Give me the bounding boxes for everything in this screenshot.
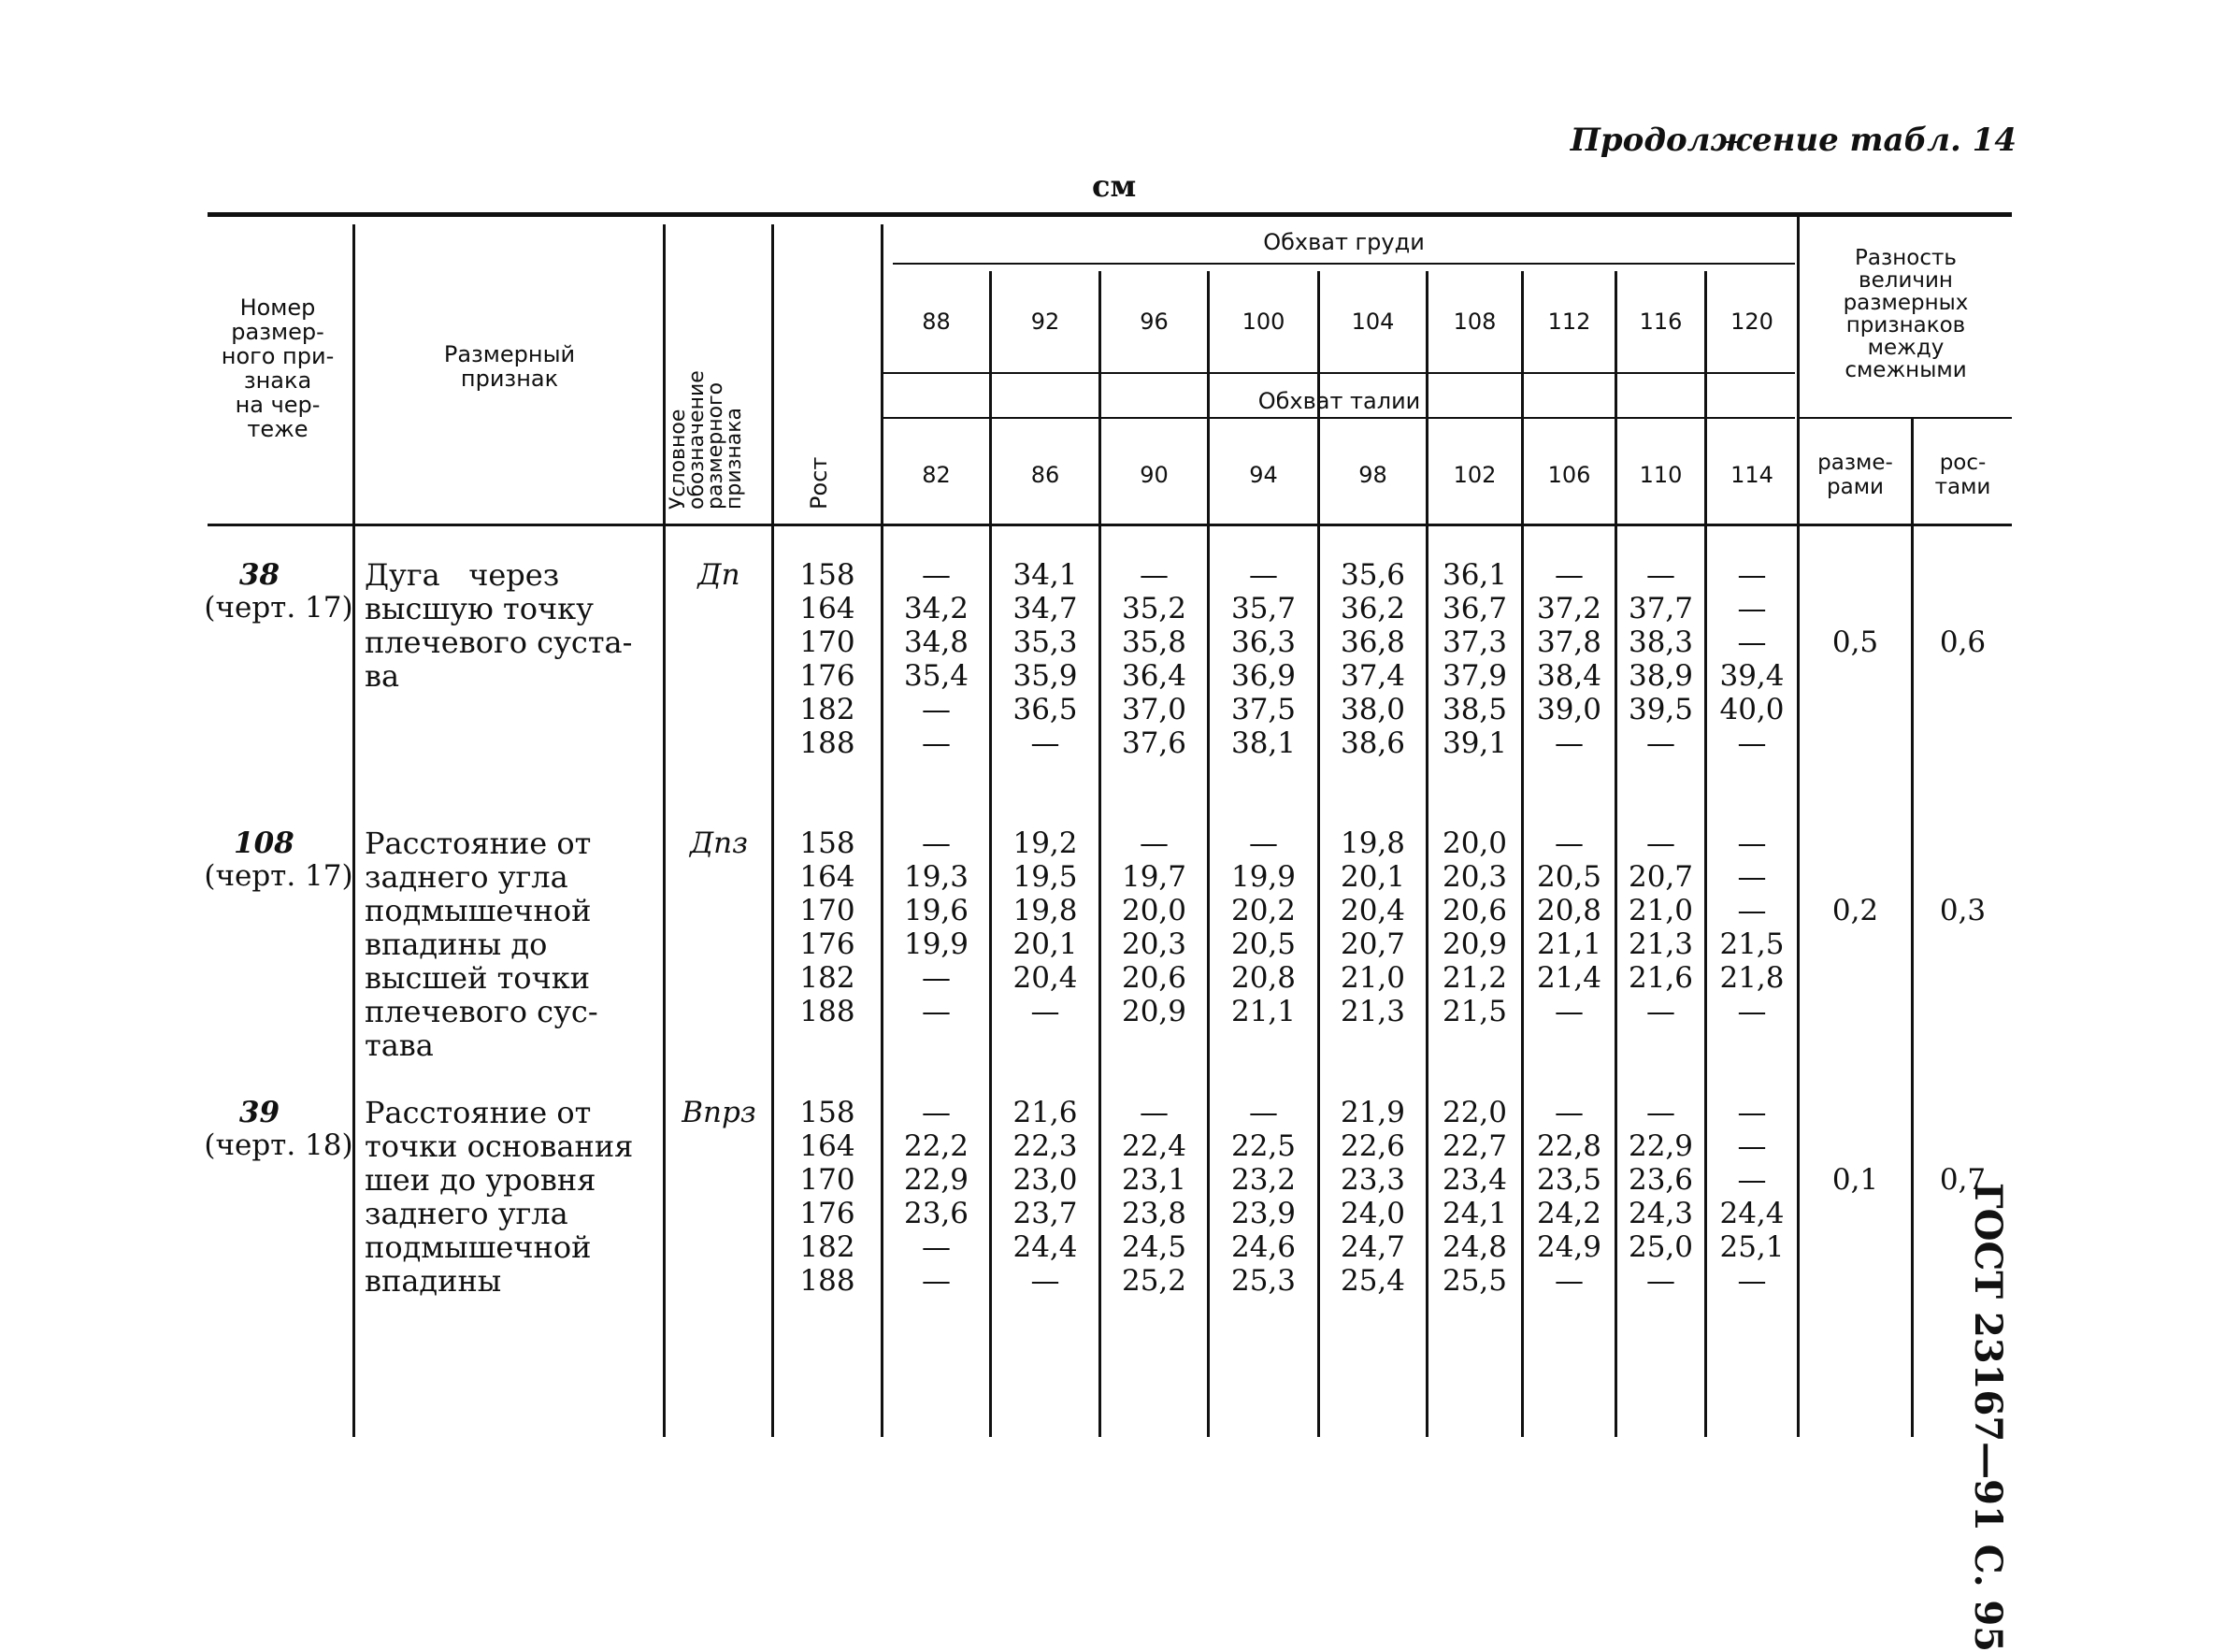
chest-value: 116	[1639, 309, 1683, 335]
diff-sizes-value: 0,5	[1831, 625, 1879, 659]
vrule	[1797, 217, 1800, 1437]
table-cell-value: 20,3	[1442, 860, 1508, 894]
table-cell-value: 38,0	[1340, 693, 1406, 726]
table-cell-value: 36,5	[1012, 693, 1078, 726]
table-cell-value: 19,9	[1230, 860, 1297, 894]
table-cell-value: 21,3	[1340, 995, 1406, 1028]
height-value: 182	[799, 693, 855, 726]
table-cell-value: 35,9	[1012, 659, 1078, 693]
table-cell-value: 21,3	[1628, 927, 1694, 961]
row-feature-line: плечевого сус-	[365, 994, 598, 1029]
table-cell-value: 21,4	[1536, 961, 1602, 995]
value-column	[1617, 558, 1704, 760]
table-cell-value: 39,5	[1628, 693, 1694, 726]
row-feature-line: подмышечной	[365, 1229, 592, 1265]
table-cell-value: 20,4	[1340, 894, 1406, 927]
table-cell-value: 35,3	[1012, 625, 1078, 659]
table-cell-value: 36,2	[1340, 592, 1406, 625]
header-feature: Размерный признак	[443, 341, 576, 392]
table-cell-value: 36,8	[1340, 625, 1406, 659]
table-cell-value: 38,3	[1628, 625, 1694, 659]
table-cell-value: —	[1646, 995, 1675, 1028]
value-column	[1320, 558, 1426, 760]
value-column	[1101, 1096, 1207, 1298]
table-cell-value: —	[922, 558, 951, 592]
table-cell-value: —	[922, 826, 951, 860]
row-feature-line: Расстояние от	[365, 1095, 592, 1130]
height-value: 170	[799, 625, 855, 659]
table-cell-value: —	[922, 995, 951, 1028]
row-heights	[774, 826, 881, 1028]
value-column	[1707, 558, 1797, 760]
table-top-rule	[208, 212, 2012, 217]
table-cell-value: —	[1737, 625, 1767, 659]
table-cell-value: —	[1555, 826, 1584, 860]
row-symbol: Дп	[697, 558, 740, 592]
table-cell-value: 24,6	[1230, 1230, 1297, 1264]
table-cell-value: 19,3	[903, 860, 969, 894]
table-cell-value: 22,3	[1012, 1129, 1078, 1163]
table-cell-value: 22,9	[1628, 1129, 1694, 1163]
height-value: 176	[799, 927, 855, 961]
height-value: 158	[799, 1096, 855, 1129]
row-number: 39	[238, 1096, 280, 1129]
chest-value: 120	[1730, 309, 1773, 335]
table-cell-value: 37,0	[1121, 693, 1187, 726]
table-cell-value: 21,6	[1012, 1096, 1078, 1129]
table-cell-value: 23,3	[1340, 1163, 1406, 1197]
table-cell-value: 35,7	[1230, 592, 1297, 625]
table-cell-value: 37,9	[1442, 659, 1508, 693]
table-cell-value: 23,2	[1230, 1163, 1297, 1197]
chest-value: 92	[1030, 309, 1060, 335]
table-cell-value: 20,5	[1536, 860, 1602, 894]
vrule	[1911, 419, 1914, 1437]
value-column	[883, 826, 989, 1028]
table-cell-value: 37,5	[1230, 693, 1297, 726]
table-cell-value: 21,0	[1340, 961, 1406, 995]
waist-value: 98	[1358, 462, 1387, 488]
table-cell-value: 25,0	[1628, 1230, 1694, 1264]
table-cell-value: 38,5	[1442, 693, 1508, 726]
table-cell-value: 24,4	[1719, 1197, 1785, 1230]
table-cell-value: —	[1140, 826, 1169, 860]
table-cell-value: —	[1737, 860, 1767, 894]
table-cell-value: 24,2	[1536, 1197, 1602, 1230]
table-cell-value: —	[1737, 826, 1767, 860]
height-value: 188	[799, 995, 855, 1028]
chest-value: 88	[922, 309, 951, 335]
diff-sizes-header: разме- рами	[1817, 451, 1893, 499]
diff-heights-value: 0,6	[1939, 625, 1987, 659]
value-column	[1210, 558, 1317, 760]
table-cell-value: 36,7	[1442, 592, 1508, 625]
row-drawing-ref: (черт. 17)	[204, 859, 353, 893]
table-cell-value: —	[1646, 1096, 1675, 1129]
table-cell-value: 38,9	[1628, 659, 1694, 693]
table-cell-value: 20,6	[1442, 894, 1508, 927]
table-cell-value: 34,8	[903, 625, 969, 659]
diff-heights-header: рос- тами	[1934, 451, 1991, 499]
table-cell-value: —	[1646, 1264, 1675, 1298]
row-feature-line: плечевого сустa-	[365, 625, 633, 660]
row-drawing-ref: (черт. 18)	[204, 1128, 353, 1162]
table-cell-value: 21,6	[1628, 961, 1694, 995]
table-cell-value: 25,3	[1230, 1264, 1297, 1298]
table-cell-value: 22,6	[1340, 1129, 1406, 1163]
table-cell-value: 24,7	[1340, 1230, 1406, 1264]
waist-value: 82	[922, 462, 951, 488]
table-cell-value: —	[922, 1096, 951, 1129]
table-cell-value: 38,4	[1536, 659, 1602, 693]
table-cell-value: 20,8	[1536, 894, 1602, 927]
table-cell-value: 37,3	[1442, 625, 1508, 659]
table-cell-value: 25,4	[1340, 1264, 1406, 1298]
row-feature-line: Дуга через	[365, 557, 560, 593]
unit-label: см	[1092, 168, 1137, 204]
table-cell-value: —	[1646, 558, 1675, 592]
table-cell-value: —	[1030, 1264, 1060, 1298]
table-cell-value: 20,1	[1340, 860, 1406, 894]
table-cell-value: 20,2	[1230, 894, 1297, 927]
value-column	[1524, 558, 1615, 760]
table-cell-value: 20,1	[1012, 927, 1078, 961]
table-cell-value: 20,5	[1230, 927, 1297, 961]
value-column	[1428, 1096, 1521, 1298]
height-value: 164	[799, 1129, 855, 1163]
waist-value: 90	[1140, 462, 1169, 488]
chest-value: 96	[1140, 309, 1169, 335]
waist-value: 114	[1730, 462, 1773, 488]
table-cell-value: 37,2	[1536, 592, 1602, 625]
table-cell-value: 20,3	[1121, 927, 1187, 961]
table-cell-value: —	[1737, 558, 1767, 592]
side-reference: ГОСТ 23167—91 С. 95	[1966, 1183, 2010, 1652]
row-number: 38	[238, 558, 280, 592]
table-cell-value: —	[1646, 726, 1675, 760]
table-cell-value: —	[1737, 1096, 1767, 1129]
table-cell-value: 24,5	[1121, 1230, 1187, 1264]
table-cell-value: 21,8	[1719, 961, 1785, 995]
chest-value: 100	[1242, 309, 1285, 335]
table-cell-value: 23,0	[1012, 1163, 1078, 1197]
height-value: 188	[799, 1264, 855, 1298]
table-cell-value: 25,5	[1442, 1264, 1508, 1298]
row-feature-line: Расстояние от	[365, 826, 592, 861]
table-cell-value: —	[922, 961, 951, 995]
table-cell-value: 20,9	[1121, 995, 1187, 1028]
chest-value: 108	[1453, 309, 1497, 335]
value-column	[1524, 826, 1615, 1028]
row-feature-line: высшую точку	[365, 591, 594, 626]
table-cell-value: 19,6	[903, 894, 969, 927]
height-value: 158	[799, 558, 855, 592]
table-cell-value: 19,5	[1012, 860, 1078, 894]
table-cell-value: —	[1249, 558, 1278, 592]
value-column	[1617, 1096, 1704, 1298]
table-cell-value: 23,1	[1121, 1163, 1187, 1197]
table-cell-value: 21,5	[1719, 927, 1785, 961]
value-column	[883, 558, 989, 760]
table-cell-value: 36,1	[1442, 558, 1508, 592]
table-cell-value: —	[1646, 826, 1675, 860]
row-heights	[774, 1096, 881, 1298]
table-cell-value: 22,2	[903, 1129, 969, 1163]
chest-value: 112	[1547, 309, 1591, 335]
table-cell-value: 19,8	[1012, 894, 1078, 927]
value-column	[1428, 558, 1521, 760]
height-value: 170	[799, 1163, 855, 1197]
waist-value: 106	[1547, 462, 1591, 488]
table-cell-value: —	[1737, 995, 1767, 1028]
table-cell-value: 22,5	[1230, 1129, 1297, 1163]
table-cell-value: 23,8	[1121, 1197, 1187, 1230]
row-symbol: Дпз	[689, 826, 749, 860]
height-value: 182	[799, 1230, 855, 1264]
table-cell-value: 37,7	[1628, 592, 1694, 625]
table-cell-value: 23,7	[1012, 1197, 1078, 1230]
waist-value: 86	[1030, 462, 1060, 488]
table-cell-value: 36,9	[1230, 659, 1297, 693]
table-cell-value: 24,4	[1012, 1230, 1078, 1264]
table-cell-value: 25,2	[1121, 1264, 1187, 1298]
vrule	[352, 224, 355, 1437]
table-cell-value: 20,0	[1442, 826, 1508, 860]
value-column	[992, 826, 1098, 1028]
table-cell-value: 24,9	[1536, 1230, 1602, 1264]
table-cell-value: 21,1	[1536, 927, 1602, 961]
table-cell-value: 24,0	[1340, 1197, 1406, 1230]
table-cell-value: 21,5	[1442, 995, 1508, 1028]
table-cell-value: 24,1	[1442, 1197, 1508, 1230]
diff-heights-value: 0,7	[1939, 1163, 1987, 1197]
height-value: 164	[799, 860, 855, 894]
table-cell-value: 22,9	[903, 1163, 969, 1197]
value-column	[883, 1096, 989, 1298]
table-cell-value: 22,0	[1442, 1096, 1508, 1129]
table-cell-value: 24,8	[1442, 1230, 1508, 1264]
waist-value: 110	[1639, 462, 1683, 488]
row-feature-line: точки основания	[365, 1128, 634, 1164]
table-cell-value: 40,0	[1719, 693, 1785, 726]
table-cell-value: 21,0	[1628, 894, 1694, 927]
diff-heights-value: 0,3	[1939, 894, 1987, 927]
table-cell-value: 37,8	[1536, 625, 1602, 659]
row-feature-line: подмышечной	[365, 893, 592, 928]
table-cell-value: 35,6	[1340, 558, 1406, 592]
table-cell-value: —	[1737, 1129, 1767, 1163]
waist-value: 102	[1453, 462, 1497, 488]
header-number: Номер размер- ного при- знака на чер- теже	[221, 294, 335, 442]
header-symbol: Условное обозначение размерного признака	[667, 370, 746, 510]
height-value: 170	[799, 894, 855, 927]
chest-title: Обхват груди	[1263, 229, 1425, 255]
table-cell-value: 22,4	[1121, 1129, 1187, 1163]
waist-title-rule	[883, 417, 1795, 419]
row-number: 108	[234, 826, 294, 860]
table-cell-value: 20,9	[1442, 927, 1508, 961]
table-cell-value: 20,4	[1012, 961, 1078, 995]
value-column	[1707, 826, 1797, 1028]
row-drawing-ref: (черт. 17)	[204, 591, 353, 625]
table-cell-value: —	[1555, 1096, 1584, 1129]
value-column	[1210, 826, 1317, 1028]
row-feature-line: шеи до уровня	[365, 1162, 596, 1198]
row-feature-line: тава	[365, 1027, 434, 1063]
table-cell-value: —	[922, 693, 951, 726]
table-cell-value: 24,3	[1628, 1197, 1694, 1230]
table-cell-value: 39,1	[1442, 726, 1508, 760]
header-height: Рост	[806, 456, 832, 510]
chest-value: 104	[1351, 309, 1395, 335]
table-cell-value: —	[1555, 726, 1584, 760]
height-value: 188	[799, 726, 855, 760]
table-cell-value: 19,7	[1121, 860, 1187, 894]
table-cell-value: 39,0	[1536, 693, 1602, 726]
table-cell-value: —	[1737, 1163, 1767, 1197]
table-cell-value: 34,1	[1012, 558, 1078, 592]
row-feature-line: ва	[365, 658, 400, 694]
table-cell-value: 34,2	[903, 592, 969, 625]
table-cell-value: 19,2	[1012, 826, 1078, 860]
table-cell-value: 22,7	[1442, 1129, 1508, 1163]
table-cell-value: —	[1030, 995, 1060, 1028]
value-column	[992, 558, 1098, 760]
height-value: 176	[799, 1197, 855, 1230]
table-cell-value: —	[1030, 726, 1060, 760]
value-column	[1617, 826, 1704, 1028]
table-cell-value: 21,2	[1442, 961, 1508, 995]
table-cell-value: 20,7	[1340, 927, 1406, 961]
table-cell-value: —	[922, 726, 951, 760]
table-cell-value: 37,4	[1340, 659, 1406, 693]
row-feature-line: впадины	[365, 1263, 502, 1299]
value-column	[1320, 1096, 1426, 1298]
row-feature-line: заднего угла	[365, 859, 568, 895]
row-symbol: Впрз	[682, 1096, 756, 1129]
table-cell-value: —	[1737, 592, 1767, 625]
table-cell-value: 34,7	[1012, 592, 1078, 625]
table-cell-value: —	[1249, 1096, 1278, 1129]
table-cell-value: —	[1737, 1264, 1767, 1298]
diff-title: Разность величин размерных признаков между смежными	[1843, 246, 1969, 382]
table-caption: Продолжение табл. 14	[1570, 122, 2017, 159]
row-heights	[774, 558, 881, 760]
table-cell-value: 20,6	[1121, 961, 1187, 995]
table-cell-value: 20,0	[1121, 894, 1187, 927]
chest-title-rule	[893, 263, 1795, 265]
row-feature-line: впадины до	[365, 927, 548, 962]
table-cell-value: 36,3	[1230, 625, 1297, 659]
table-cell-value: 23,6	[903, 1197, 969, 1230]
table-cell-value: 23,4	[1442, 1163, 1508, 1197]
table-cell-value: 35,4	[903, 659, 969, 693]
table-cell-value: 21,9	[1340, 1096, 1406, 1129]
height-value: 158	[799, 826, 855, 860]
table-cell-value: —	[1249, 826, 1278, 860]
height-value: 176	[799, 659, 855, 693]
table-cell-value: —	[922, 1264, 951, 1298]
table-cell-value: 37,6	[1121, 726, 1187, 760]
table-cell-value: 19,8	[1340, 826, 1406, 860]
table-cell-value: 19,9	[903, 927, 969, 961]
table-cell-value: 36,4	[1121, 659, 1187, 693]
value-column	[1101, 826, 1207, 1028]
table-cell-value: 21,1	[1230, 995, 1297, 1028]
diff-title-rule	[1797, 417, 2012, 419]
table-cell-value: —	[1140, 1096, 1169, 1129]
value-column	[1428, 826, 1521, 1028]
table-cell-value: 23,5	[1536, 1163, 1602, 1197]
waist-value: 94	[1249, 462, 1278, 488]
value-column	[1320, 826, 1426, 1028]
table-cell-value: —	[1737, 726, 1767, 760]
table-cell-value: —	[1737, 894, 1767, 927]
table-cell-value: 38,6	[1340, 726, 1406, 760]
table-cell-value: 25,1	[1719, 1230, 1785, 1264]
height-value: 164	[799, 592, 855, 625]
chest-values-rule	[883, 372, 1795, 374]
header-bottom-rule	[208, 524, 2012, 526]
diff-sizes-value: 0,1	[1831, 1163, 1879, 1197]
table-cell-value: 22,8	[1536, 1129, 1602, 1163]
table-cell-value: —	[1140, 558, 1169, 592]
height-value: 182	[799, 961, 855, 995]
table-cell-value: 20,8	[1230, 961, 1297, 995]
value-column	[1101, 558, 1207, 760]
waist-title: Обхват талии	[1257, 388, 1421, 414]
diff-sizes-value: 0,2	[1831, 894, 1879, 927]
table-cell-value: —	[1555, 558, 1584, 592]
table-cell-value: —	[1555, 1264, 1584, 1298]
table-cell-value: —	[922, 1230, 951, 1264]
table-cell-value: 23,6	[1628, 1163, 1694, 1197]
table-cell-value: 39,4	[1719, 659, 1785, 693]
table-cell-value: 20,7	[1628, 860, 1694, 894]
value-column	[1524, 1096, 1615, 1298]
table-cell-value: —	[1555, 995, 1584, 1028]
table-cell-value: 35,8	[1121, 625, 1187, 659]
value-column	[992, 1096, 1098, 1298]
value-column	[1210, 1096, 1317, 1298]
row-feature-line: заднего угла	[365, 1196, 568, 1231]
table-cell-value: 23,9	[1230, 1197, 1297, 1230]
row-feature-line: высшей точки	[365, 960, 591, 996]
table-cell-value: 35,2	[1121, 592, 1187, 625]
value-column	[1707, 1096, 1797, 1298]
table-cell-value: 38,1	[1230, 726, 1297, 760]
